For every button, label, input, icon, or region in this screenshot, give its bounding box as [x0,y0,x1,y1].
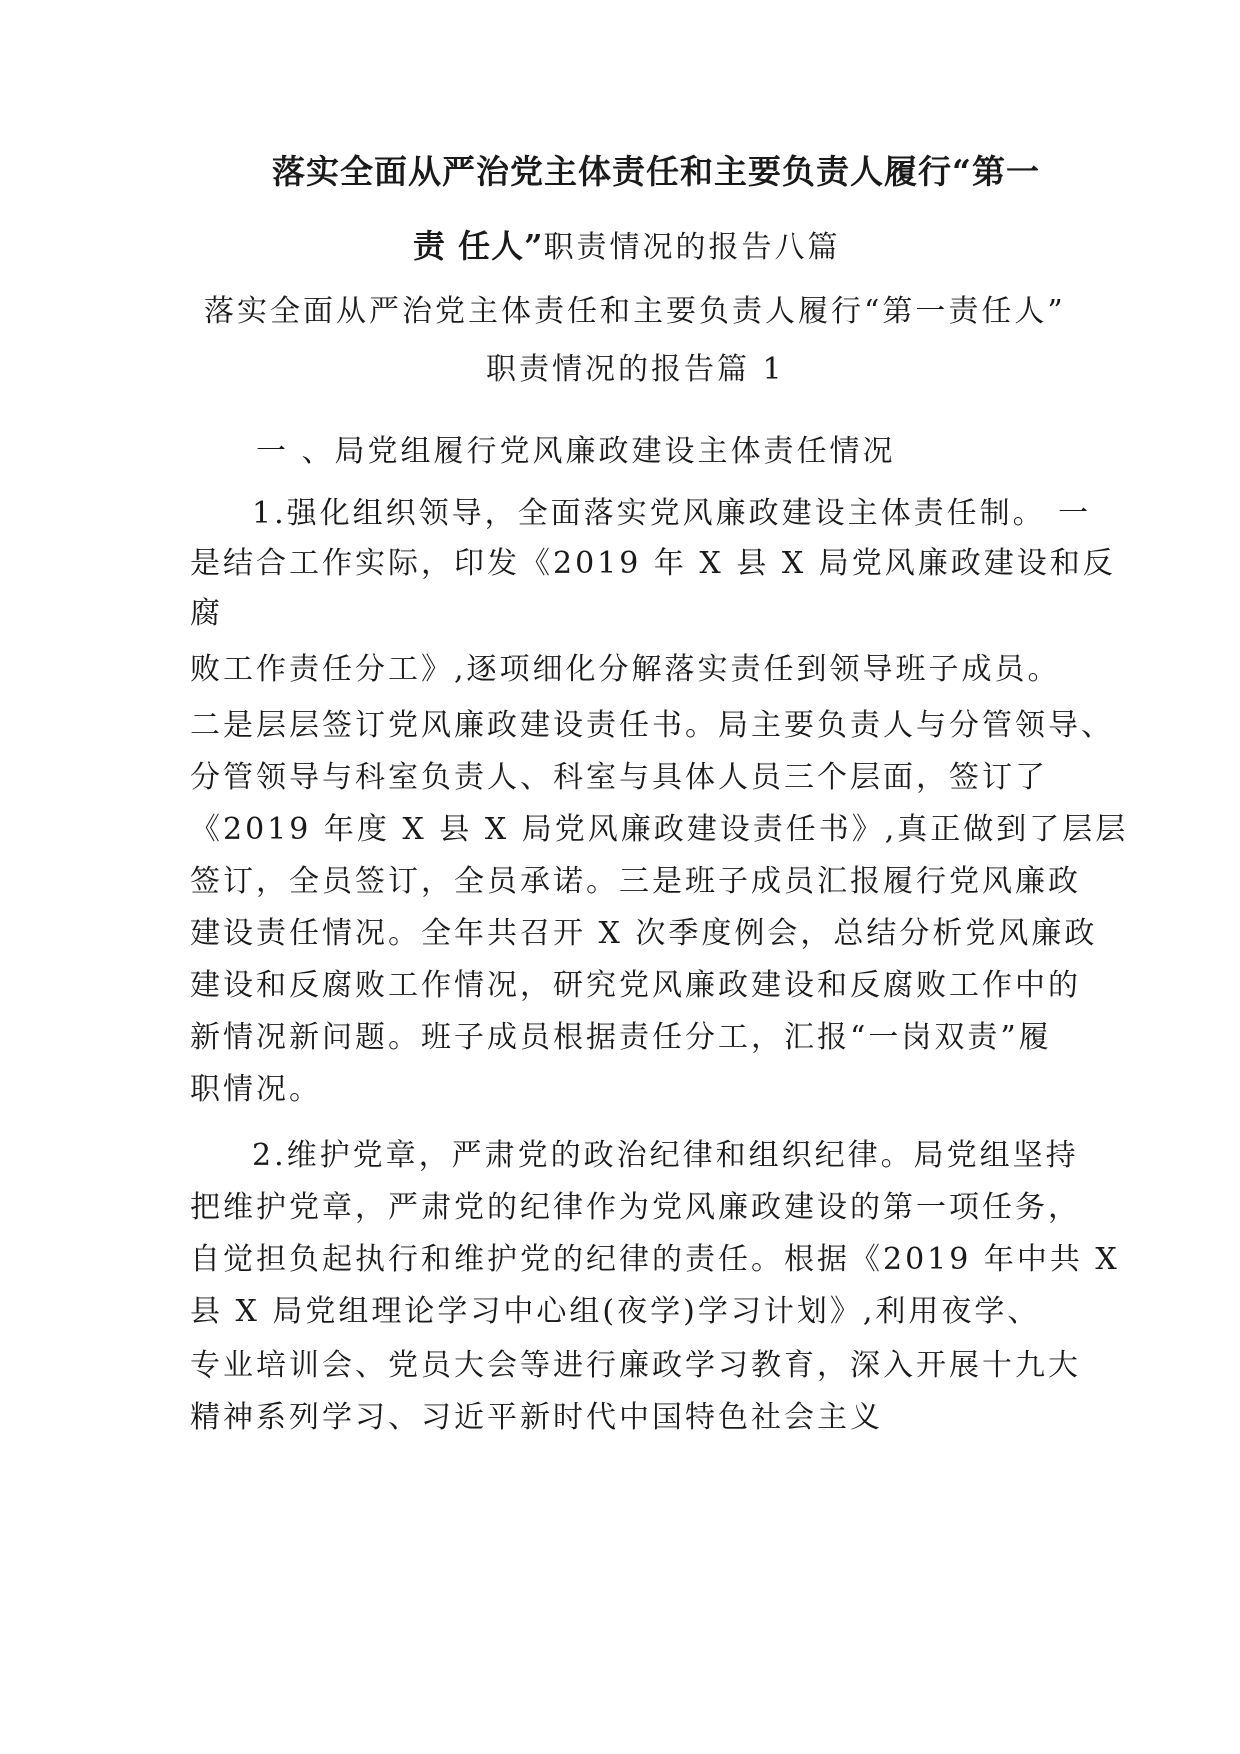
body-line: 二是层层签订党风廉政建设责任书。局主要负责人与分管领导、 [190,708,1114,743]
document-title-line-1: 落实全面从严治党主体责任和主要负责人履行“第一 [272,152,1040,191]
body-line: 《2019 年度 X 县 X 局党风廉政建设责任书》,真正做到了层层 [190,812,1129,847]
body-line: 精神系列学习、习近平新时代中国特色社会主义 [190,1400,883,1435]
body-line: 县 X 局党组理论学习中心组(夜学)学习计划》,利用夜学、 [190,1294,1041,1329]
body-line: 签订，全员签订，全员承诺。三是班子成员汇报履行党风廉政 [190,864,1081,899]
subtitle-line-2: 职责情况的报告篇 1 [486,352,785,387]
body-line: 职情况。 [190,1072,322,1107]
body-line: 自觉担负起执行和维护党的纪律的责任。根据《2019 年中共 X [190,1242,1120,1277]
body-line: 分管领导与科室负责人、科室与具体人员三个层面，签订了 [190,760,1048,795]
body-line: 把维护党章，严肃党的纪律作为党风廉政建设的第一项任务， [190,1190,1081,1225]
body-line: 是结合工作实际，印发《2019 年 X 县 X 局党风廉政建设和反 [190,546,1116,581]
document-title-line-2-bold: 责 任人” [413,227,544,265]
subtitle-line-1: 落实全面从严治党主体责任和主要负责人履行“第一责任人” [204,294,1066,329]
body-line: 建设责任情况。全年共召开 X 次季度例会，总结分析党风廉政 [190,916,1098,951]
body-line: 腐 [190,596,223,631]
document-title-line-2 [413,226,841,268]
body-line: 1.强化组织领导，全面落实党风廉政建设主体责任制。 一 [252,496,1092,531]
document-title-line-2-rest: 职责情况的报告八篇 [543,230,841,265]
section-heading: 一 、局党组履行党风廉政建设主体责任情况 [256,434,896,469]
body-line: 败工作责任分工》,逐项细化分解落实责任到领导班子成员。 [190,652,1061,687]
body-line: 2.维护党章，严肃党的政治纪律和组织纪律。局党组坚持 [252,1138,1079,1173]
body-line: 建设和反腐败工作情况，研究党风廉政建设和反腐败工作中的 [190,968,1081,1003]
body-line: 专业培训会、党员大会等进行廉政学习教育，深入开展十九大 [190,1348,1081,1383]
body-line: 新情况新问题。班子成员根据责任分工，汇报“一岗双责”履 [190,1020,1052,1055]
